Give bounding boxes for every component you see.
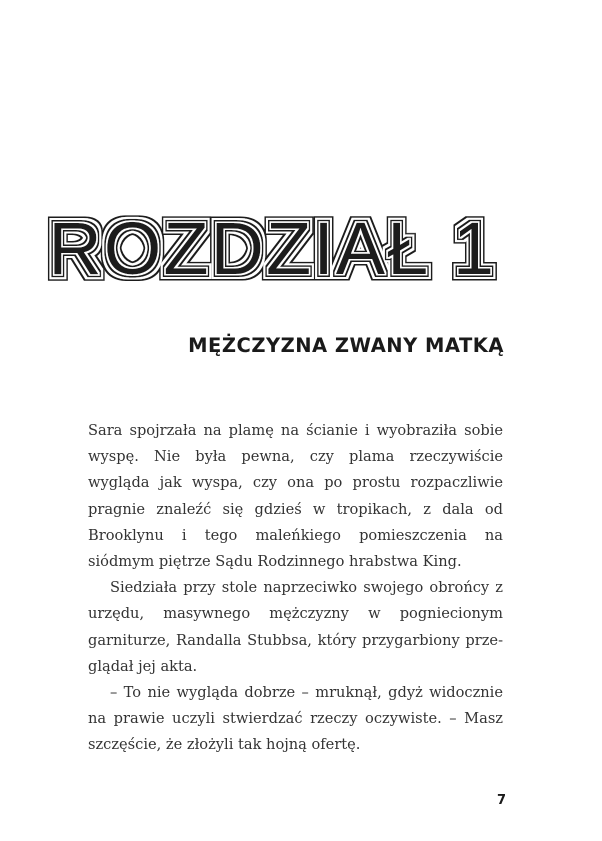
chapter-heading (48, 206, 504, 290)
paragraph: – To nie wygląda dobrze – mruknął, gdyż widocznie na prawie uczyli stwierdzać rzeczy oczywiste. – Masz szczęście, że złożyli tak hojną ofertę. (88, 684, 503, 754)
body-text (88, 418, 503, 759)
page-number: 7 (496, 793, 506, 808)
chapter-title: MĘŻCZYZNA ZWANY MATKĄ (188, 334, 504, 357)
paragraph: Sara spojrzała na plamę na ścianie i wyobraziła sobie wyspę. Nie była pewna, czy plama rzeczywiście wygląda jak wyspa, czy ona po prostu rozpaczliwie pragnie znaleźć się gdzieś w tropikach, z dala od Brooklynu i tego maleńkiego pomieszczenia na siódmym piętrze Sądu Rodzinnego hrabstwa King. (88, 422, 503, 571)
paragraph: Siedziała przy stole naprzeciwko swojego obrońcy z urzędu, masywnego mężczyzny w pogniecionym garniturze, Randalla Stubbsa, który przygarbiony przeglądał jej akta. (88, 579, 503, 675)
chapter-heading-text: ROZDZIAŁ 1 (48, 207, 496, 290)
